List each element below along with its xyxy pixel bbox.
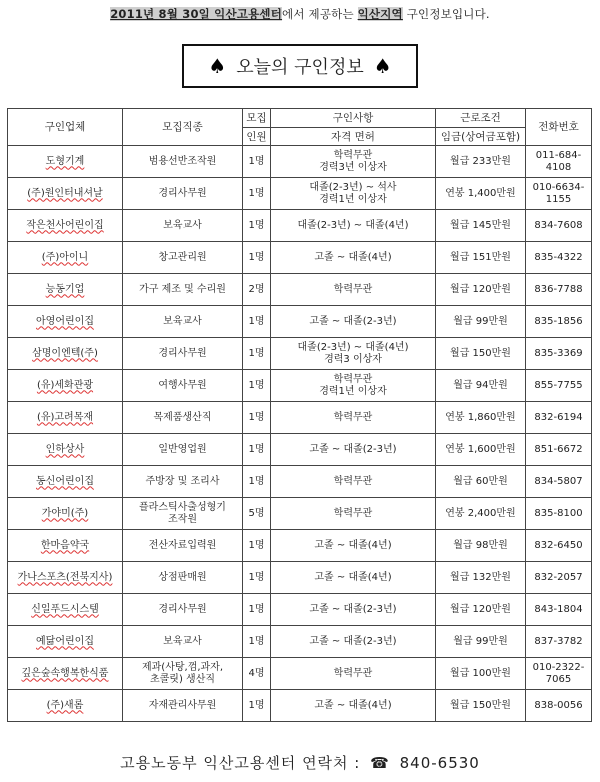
cell-phone-text: 835-1856: [534, 315, 583, 327]
cell-company-text: 깊은숲속행복한식품: [21, 667, 109, 679]
cell-phone-text: 843-1804: [534, 603, 583, 615]
cell-job: [123, 658, 243, 690]
cell-job: [123, 594, 243, 626]
cell-count: [243, 626, 271, 658]
cell-company-text: 가나스포츠(전북지사): [17, 571, 113, 583]
cell-count: [243, 466, 271, 498]
cell-req-text: 고졸 ~ 대졸(4년): [314, 699, 392, 711]
cell-company: [8, 594, 123, 626]
cell-company: [8, 274, 123, 306]
cell-phone-text: 855-7755: [534, 379, 583, 391]
cell-wage: [436, 530, 526, 562]
cell-count: [243, 530, 271, 562]
cell-company-text: 아영어린이집: [36, 315, 94, 327]
cell-req-text: 대졸(2-3년) ~ 대졸(4년): [297, 219, 409, 231]
cell-phone-text: 010-6634-1155: [532, 181, 585, 205]
cell-company: [8, 370, 123, 402]
cell-count-text: 1명: [248, 635, 265, 647]
table-row: [8, 370, 592, 402]
cell-job-text: 가구 제조 및 수리원: [139, 283, 226, 295]
cell-count: [243, 434, 271, 466]
cell-wage-text: 연봉 1,600만원: [445, 443, 516, 455]
cell-phone-text: 838-0056: [534, 699, 583, 711]
cell-phone: [526, 594, 592, 626]
job-listings-table: [7, 108, 592, 722]
col-header-phone: 전화번호: [526, 109, 592, 146]
cell-wage: [436, 242, 526, 274]
cell-phone-text: 010-2322-7065: [532, 661, 585, 685]
table-row: [8, 658, 592, 690]
col-header-cond-top: 근로조건: [436, 109, 526, 128]
cell-wage-text: 월급 120만원: [450, 283, 511, 295]
cell-count: [243, 178, 271, 210]
cell-count: [243, 146, 271, 178]
cell-company: [8, 306, 123, 338]
cell-count-text: 1명: [248, 251, 265, 263]
cell-job-text: 자재관리사무원: [148, 699, 217, 711]
cell-company-text: (주)아이니: [41, 251, 89, 263]
cell-company: [8, 690, 123, 722]
spade-icon-right: ♠: [373, 54, 392, 78]
table-row: [8, 210, 592, 242]
col-header-req-top: 구인사항: [271, 109, 436, 128]
cell-req: [271, 338, 436, 370]
cell-req-text: 고졸 ~ 대졸(2-3년): [309, 635, 397, 647]
cell-company: [8, 658, 123, 690]
cell-phone: [526, 242, 592, 274]
cell-phone: [526, 274, 592, 306]
cell-company: [8, 466, 123, 498]
cell-company: [8, 402, 123, 434]
cell-wage: [436, 498, 526, 530]
cell-phone-text: 834-5807: [534, 475, 583, 487]
cell-count-text: 1명: [248, 411, 265, 423]
cell-count: [243, 338, 271, 370]
cell-req: [271, 402, 436, 434]
cell-job: [123, 498, 243, 530]
cell-phone: [526, 498, 592, 530]
cell-phone: [526, 434, 592, 466]
cell-count-text: 1명: [248, 571, 265, 583]
table-row: [8, 690, 592, 722]
cell-req-text: 고졸 ~ 대졸(4년): [314, 251, 392, 263]
cell-company: [8, 562, 123, 594]
col-header-company: 구인업체: [8, 109, 123, 146]
cell-req: [271, 530, 436, 562]
cell-job-text: 경리사무원: [158, 187, 207, 199]
cell-job: [123, 306, 243, 338]
table-row: [8, 562, 592, 594]
cell-job-text: 플라스틱사출성형기 조작원: [139, 501, 226, 525]
page-title-text: 오늘의 구인정보: [236, 57, 364, 78]
col-header-cond-bottom: 임금(상여금포함): [436, 128, 526, 146]
header-mid-text: 에서 제공하는: [282, 7, 358, 21]
table-row: [8, 146, 592, 178]
cell-count-text: 1명: [248, 219, 265, 231]
cell-job-text: 창고관리원: [158, 251, 207, 263]
table-row: [8, 466, 592, 498]
cell-job-text: 경리사무원: [158, 347, 207, 359]
cell-company: [8, 626, 123, 658]
cell-count-text: 5명: [248, 507, 265, 519]
cell-job: [123, 274, 243, 306]
cell-wage: [436, 210, 526, 242]
cell-count-text: 1명: [248, 155, 265, 167]
cell-phone: [526, 178, 592, 210]
cell-wage: [436, 178, 526, 210]
cell-wage-text: 월급 151만원: [450, 251, 511, 263]
cell-req: [271, 658, 436, 690]
cell-req: [271, 434, 436, 466]
cell-job-text: 범용선반조작원: [148, 155, 217, 167]
cell-company-text: (주)원인터내셔날: [27, 187, 103, 199]
cell-req-text: 학력무관: [333, 411, 373, 423]
table-header-row: [8, 109, 592, 128]
cell-job: [123, 690, 243, 722]
cell-job: [123, 242, 243, 274]
cell-wage-text: 월급 100만원: [450, 667, 511, 679]
cell-count-text: 1명: [248, 699, 265, 711]
cell-wage-text: 월급 99만원: [453, 315, 508, 327]
col-header-count-top: 모집: [243, 109, 271, 128]
cell-wage-text: 연봉 2,400만원: [445, 507, 516, 519]
cell-count-text: 1명: [248, 315, 265, 327]
cell-req: [271, 594, 436, 626]
header-tail-text: 구인정보입니다.: [402, 7, 490, 21]
cell-wage-text: 월급 60만원: [453, 475, 508, 487]
cell-company-text: 한마음약국: [40, 539, 90, 551]
cell-job: [123, 210, 243, 242]
cell-job: [123, 370, 243, 402]
cell-wage-text: 월급 145만원: [450, 219, 511, 231]
cell-wage: [436, 690, 526, 722]
cell-count: [243, 402, 271, 434]
cell-wage-text: 월급 150만원: [450, 347, 511, 359]
cell-count: [243, 562, 271, 594]
cell-wage: [436, 274, 526, 306]
cell-phone-text: 851-6672: [534, 443, 583, 455]
cell-job-text: 보육교사: [163, 219, 202, 231]
cell-count-text: 1명: [248, 347, 265, 359]
cell-phone: [526, 370, 592, 402]
cell-phone: [526, 402, 592, 434]
header-region: 익산지역: [357, 7, 403, 21]
header-notice: [0, 6, 600, 22]
table-row: [8, 178, 592, 210]
cell-phone-text: 836-7788: [534, 283, 583, 295]
cell-count-text: 1명: [248, 539, 265, 551]
cell-phone: [526, 530, 592, 562]
col-header-req-bottom: 자격 면허: [271, 128, 436, 146]
cell-job-text: 상점판매원: [158, 571, 207, 583]
footer-phone: 840-6530: [399, 754, 480, 772]
cell-phone-text: 832-6450: [534, 539, 583, 551]
table-row: [8, 338, 592, 370]
cell-count-text: 1명: [248, 187, 265, 199]
cell-req-text: 학력무관 경력3년 이상자: [319, 149, 387, 173]
spade-icon-left: ♠: [208, 54, 227, 78]
cell-req: [271, 370, 436, 402]
cell-phone-text: 832-6194: [534, 411, 583, 423]
cell-phone: [526, 210, 592, 242]
cell-count: [243, 594, 271, 626]
cell-count: [243, 690, 271, 722]
cell-company-text: (주)새롬: [46, 699, 84, 711]
cell-company: [8, 434, 123, 466]
cell-company-text: 도형기계: [45, 155, 85, 167]
cell-wage-text: 월급 132만원: [450, 571, 511, 583]
cell-req: [271, 626, 436, 658]
cell-wage-text: 연봉 1,860만원: [445, 411, 516, 423]
cell-wage-text: 월급 94만원: [453, 379, 508, 391]
cell-wage: [436, 626, 526, 658]
cell-req-text: 대졸(2-3년) ~ 석사 경력1년 이상자: [309, 181, 397, 205]
cell-job: [123, 338, 243, 370]
cell-job: [123, 626, 243, 658]
cell-wage: [436, 434, 526, 466]
cell-company-text: (유)세화관광: [36, 379, 94, 391]
cell-phone: [526, 562, 592, 594]
cell-wage: [436, 370, 526, 402]
cell-wage: [436, 466, 526, 498]
cell-count-text: 2명: [248, 283, 265, 295]
cell-job: [123, 402, 243, 434]
cell-count-text: 1명: [248, 379, 265, 391]
cell-req: [271, 274, 436, 306]
cell-count: [243, 370, 271, 402]
cell-phone: [526, 626, 592, 658]
cell-phone-text: 835-8100: [534, 507, 583, 519]
cell-company-text: 작은천사어린이집: [26, 219, 104, 231]
table-row: [8, 498, 592, 530]
cell-count: [243, 498, 271, 530]
cell-count: [243, 658, 271, 690]
cell-req-text: 학력무관: [333, 667, 373, 679]
cell-wage-text: 월급 120만원: [450, 603, 511, 615]
cell-wage-text: 연봉 1,400만원: [445, 187, 516, 199]
cell-req: [271, 146, 436, 178]
cell-job-text: 제과(사탕,껌,과자, 초콜릿) 생산직: [141, 661, 224, 685]
cell-req: [271, 306, 436, 338]
table-row: [8, 306, 592, 338]
cell-req: [271, 178, 436, 210]
col-header-job: 모집직종: [123, 109, 243, 146]
cell-wage: [436, 658, 526, 690]
cell-req-text: 학력무관: [333, 475, 373, 487]
cell-wage-text: 월급 98만원: [453, 539, 508, 551]
cell-company: [8, 210, 123, 242]
cell-phone: [526, 690, 592, 722]
footer-contact: [0, 752, 600, 773]
cell-req-text: 고졸 ~ 대졸(4년): [314, 539, 392, 551]
cell-company-text: 신일푸드시스템: [31, 603, 99, 615]
cell-phone: [526, 306, 592, 338]
cell-wage-text: 월급 99만원: [453, 635, 508, 647]
cell-req: [271, 690, 436, 722]
cell-count-text: 1명: [248, 475, 265, 487]
cell-phone-text: 832-2057: [534, 571, 583, 583]
cell-wage-text: 월급 233만원: [450, 155, 511, 167]
cell-req-text: 고졸 ~ 대졸(4년): [314, 571, 392, 583]
col-header-count-bottom: 인원: [243, 128, 271, 146]
header-date-office: 2011년 8월 30일 익산고용센터: [110, 7, 283, 21]
page-title: [182, 44, 418, 88]
cell-company-text: 가야미(주): [41, 507, 89, 519]
cell-company-text: 인하상사: [45, 443, 85, 455]
cell-job-text: 주방장 및 조리사: [145, 475, 220, 487]
cell-company-text: 삼명이엔텍(주): [32, 347, 98, 359]
cell-phone: [526, 658, 592, 690]
cell-job: [123, 146, 243, 178]
cell-job-text: 여행사무원: [158, 379, 207, 391]
cell-phone: [526, 466, 592, 498]
cell-wage: [436, 402, 526, 434]
table-row: [8, 594, 592, 626]
cell-phone-text: 834-7608: [534, 219, 583, 231]
cell-company: [8, 242, 123, 274]
telephone-icon: ☎: [370, 754, 390, 772]
cell-req-text: 고졸 ~ 대졸(2-3년): [309, 443, 397, 455]
cell-job-text: 일반영업원: [158, 443, 207, 455]
cell-company-text: 능동기업: [45, 283, 85, 295]
cell-company: [8, 338, 123, 370]
cell-company-text: 예닮어린이집: [36, 635, 94, 647]
cell-count-text: 1명: [248, 603, 265, 615]
cell-company-text: (유)고려목재: [36, 411, 94, 423]
cell-job: [123, 466, 243, 498]
table-row: [8, 530, 592, 562]
cell-count: [243, 210, 271, 242]
table-row: [8, 274, 592, 306]
cell-req-text: 학력무관: [333, 507, 373, 519]
cell-count: [243, 242, 271, 274]
cell-req-text: 고졸 ~ 대졸(2-3년): [309, 603, 397, 615]
cell-req-text: 학력무관 경력1년 이상자: [319, 373, 387, 397]
table-row: [8, 402, 592, 434]
cell-wage: [436, 594, 526, 626]
cell-wage-text: 월급 150만원: [450, 699, 511, 711]
cell-company-text: 동신어린이집: [36, 475, 94, 487]
table-row: [8, 626, 592, 658]
cell-req-text: 학력무관: [333, 283, 373, 295]
cell-job: [123, 434, 243, 466]
cell-req-text: 대졸(2-3년) ~ 대졸(4년) 경력3 이상자: [297, 341, 409, 365]
cell-company: [8, 498, 123, 530]
cell-req: [271, 466, 436, 498]
cell-count: [243, 274, 271, 306]
cell-phone-text: 835-3369: [534, 347, 583, 359]
cell-job-text: 보육교사: [163, 635, 202, 647]
cell-company: [8, 146, 123, 178]
cell-job-text: 경리사무원: [158, 603, 207, 615]
cell-count: [243, 306, 271, 338]
cell-count-text: 4명: [248, 667, 265, 679]
cell-phone-text: 835-4322: [534, 251, 583, 263]
cell-job-text: 목제품생산직: [153, 411, 212, 423]
cell-phone-text: 837-3782: [534, 635, 583, 647]
cell-wage: [436, 306, 526, 338]
cell-job: [123, 178, 243, 210]
table-row: [8, 242, 592, 274]
cell-count-text: 1명: [248, 443, 265, 455]
table-row: [8, 434, 592, 466]
cell-phone-text: 011-684-4108: [535, 149, 582, 173]
cell-req-text: 고졸 ~ 대졸(2-3년): [309, 315, 397, 327]
footer-text: 고용노동부 익산고용센터 연락처 :: [120, 754, 361, 772]
cell-req: [271, 562, 436, 594]
cell-req: [271, 242, 436, 274]
cell-phone: [526, 338, 592, 370]
cell-phone: [526, 146, 592, 178]
cell-wage: [436, 338, 526, 370]
cell-wage: [436, 146, 526, 178]
cell-req: [271, 498, 436, 530]
cell-company: [8, 178, 123, 210]
cell-job: [123, 530, 243, 562]
cell-job-text: 전산자료입력원: [148, 539, 217, 551]
cell-job-text: 보육교사: [163, 315, 202, 327]
cell-job: [123, 562, 243, 594]
cell-company: [8, 530, 123, 562]
cell-wage: [436, 562, 526, 594]
cell-req: [271, 210, 436, 242]
